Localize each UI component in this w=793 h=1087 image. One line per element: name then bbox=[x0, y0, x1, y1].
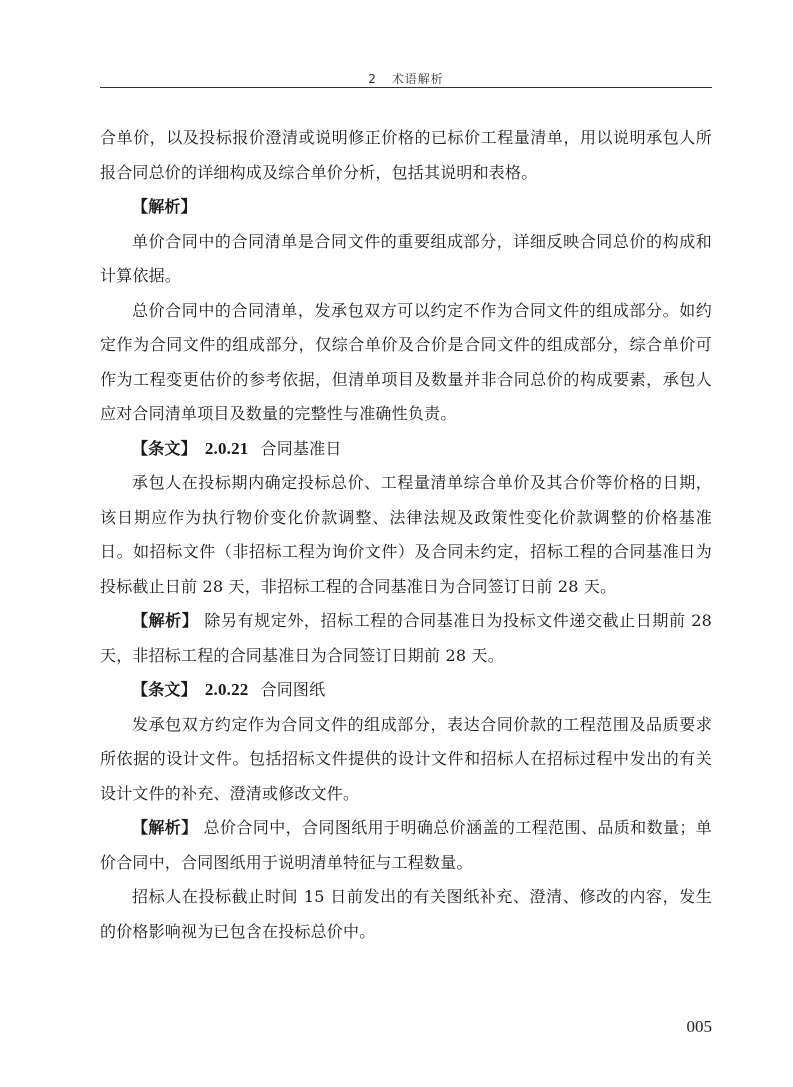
chapter-number: 2 bbox=[368, 72, 377, 86]
analysis-text: 除另有规定外，招标工程的合同基准日为投标文件递交截止日期前 28 天，非招标工程的合同基准日为合同签订日期前 28 天。 bbox=[100, 611, 712, 665]
term-name: 合同图纸 bbox=[260, 680, 326, 699]
term-analysis-2-0-21 bbox=[100, 604, 712, 673]
term-number: 2.0.21 bbox=[204, 438, 249, 458]
term-heading-2-0-21 bbox=[100, 432, 712, 467]
term-name: 合同基准日 bbox=[260, 438, 342, 458]
term-heading-2-0-22 bbox=[100, 673, 712, 708]
page-body bbox=[100, 121, 712, 949]
page-number: 005 bbox=[686, 1017, 712, 1036]
analysis-tag: 【解析】 bbox=[132, 818, 198, 837]
header-rule bbox=[100, 87, 712, 88]
term-number: 2.0.22 bbox=[204, 680, 249, 699]
analysis-text: 总价合同中，合同图纸用于明确总价涵盖的工程范围、品质和数量；单价合同中，合同图纸用于说明清单特征与工程数量。 bbox=[100, 818, 712, 872]
analysis-paragraph-2: 总价合同中的合同清单，发承包双方可以约定不作为合同文件的组成部分。如约定作为合同文件的组成部分，仅综合单价及合价是合同文件的组成部分，综合单价可作为工程变更估价的参考依据，但清单项目及数量并非合同总价的构成要素，承包人应对合同清单项目及数量的完整性与准确性负责。 bbox=[100, 300, 712, 423]
term-analysis-2-0-22 bbox=[100, 811, 712, 880]
term-analysis-2-0-22-continued: 招标人在投标截止时间 15 日前发出的有关图纸补充、澄清、修改的内容，发生的价格影响视为已包含在投标总价中。 bbox=[100, 887, 712, 941]
term-definition-2-0-22: 发承包双方约定作为合同文件的组成部分，表达合同价款的工程范围及品质要求所依据的设计文件。包括招标文件提供的设计文件和招标人在招标过程中发出的有关设计文件的补充、澄清或修改文件。 bbox=[100, 714, 712, 803]
analysis-tag: 【解析】 bbox=[132, 611, 199, 630]
paragraph-continuation: 合单价，以及投标报价澄清或说明修正价格的已标价工程量清单，用以说明承包人所报合同总价的详细构成及综合单价分析，包括其说明和表格。 bbox=[100, 128, 712, 182]
analysis-paragraph-1: 单价合同中的合同清单是合同文件的重要组成部分，详细反映合同总价的构成和计算依据。 bbox=[100, 231, 712, 285]
running-header bbox=[100, 70, 712, 86]
clause-tag: 【条文】 bbox=[132, 438, 197, 458]
analysis-heading: 【解析】 bbox=[132, 197, 197, 216]
chapter-title: 术语解析 bbox=[391, 72, 444, 86]
clause-tag: 【条文】 bbox=[132, 680, 197, 699]
term-definition-2-0-21: 承包人在投标期内确定投标总价、工程量清单综合单价及其合价等价格的日期，该日期应作为执行物价变化价款调整、法律法规及政策性变化价款调整的价格基准日。如招标文件（非招标工程为询价文件）及合同未约定，招标工程的合同基准日为投标截止日前 28 天，非招标工程的合同基准日为合同签订日前 28 天。 bbox=[100, 473, 712, 596]
